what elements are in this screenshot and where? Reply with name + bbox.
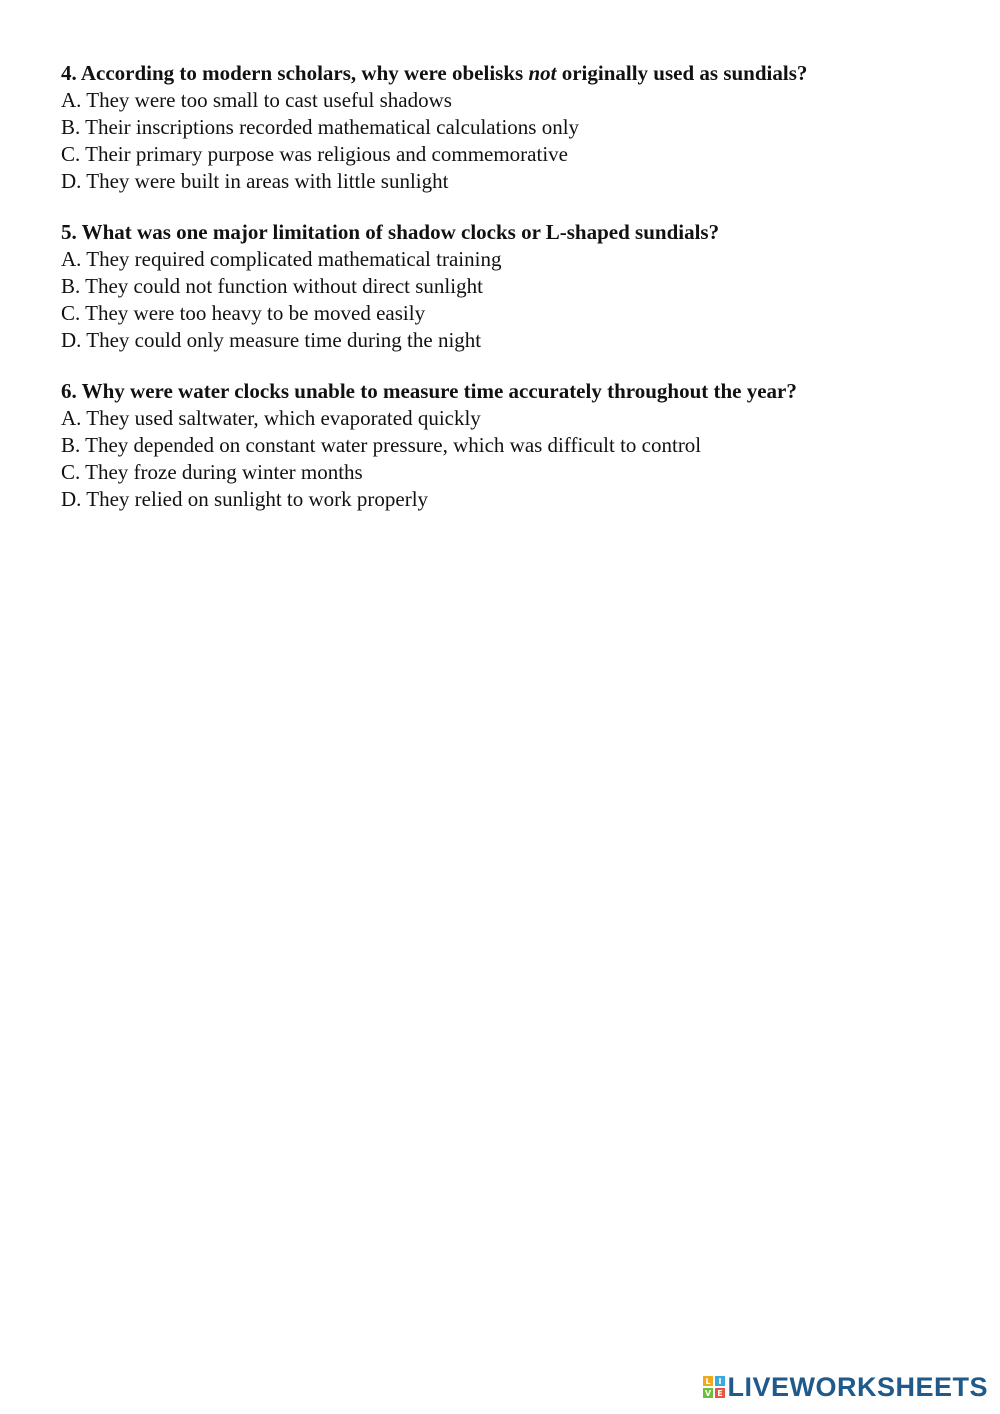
question-4-option-b: B. Their inscriptions recorded mathematical calculations only <box>61 115 580 139</box>
question-5-option-a: A. They required complicated mathematical training <box>61 247 502 271</box>
question-6-option-c: C. They froze during winter months <box>61 460 363 484</box>
question-4-option-d: D. They were built in areas with little sunlight <box>61 169 449 193</box>
question-4-title: 4. According to modern scholars, why were obelisks not originally used as sundials? <box>61 61 808 85</box>
question-5-option-c: C. They were too heavy to be moved easily <box>61 301 426 325</box>
question-6-title: 6. Why were water clocks unable to measure time accurately throughout the year? <box>61 379 797 403</box>
question-6-option-b: B. They depended on constant water pressure, which was difficult to control <box>61 433 702 457</box>
emphasis-not: not <box>528 61 557 85</box>
worksheet-page <box>61 60 961 537</box>
question-4-option-c: C. Their primary purpose was religious and commemorative <box>61 142 568 166</box>
svg-text:V: V <box>705 1389 712 1398</box>
question-5-option-d: D. They could only measure time during the night <box>61 328 482 352</box>
question-5-title: 5. What was one major limitation of shadow clocks or L-shaped sundials? <box>61 220 720 244</box>
svg-text:L: L <box>705 1377 712 1386</box>
question-5-option-b: B. They could not function without direct sunlight <box>61 274 483 298</box>
question-4 <box>61 60 961 195</box>
question-5 <box>61 219 961 354</box>
liveworksheets-logo-icon <box>703 1376 725 1398</box>
svg-text:I: I <box>718 1377 722 1386</box>
question-6-option-d: D. They relied on sunlight to work properly <box>61 487 429 511</box>
liveworksheets-branding[interactable] <box>703 1372 988 1402</box>
liveworksheets-wordmark: LIVEWORKSHEETS <box>727 1371 988 1402</box>
question-6-option-a: A. They used saltwater, which evaporated quickly <box>61 406 481 430</box>
question-4-option-a: A. They were too small to cast useful shadows <box>61 88 452 112</box>
question-6 <box>61 378 961 513</box>
svg-text:E: E <box>717 1389 724 1398</box>
